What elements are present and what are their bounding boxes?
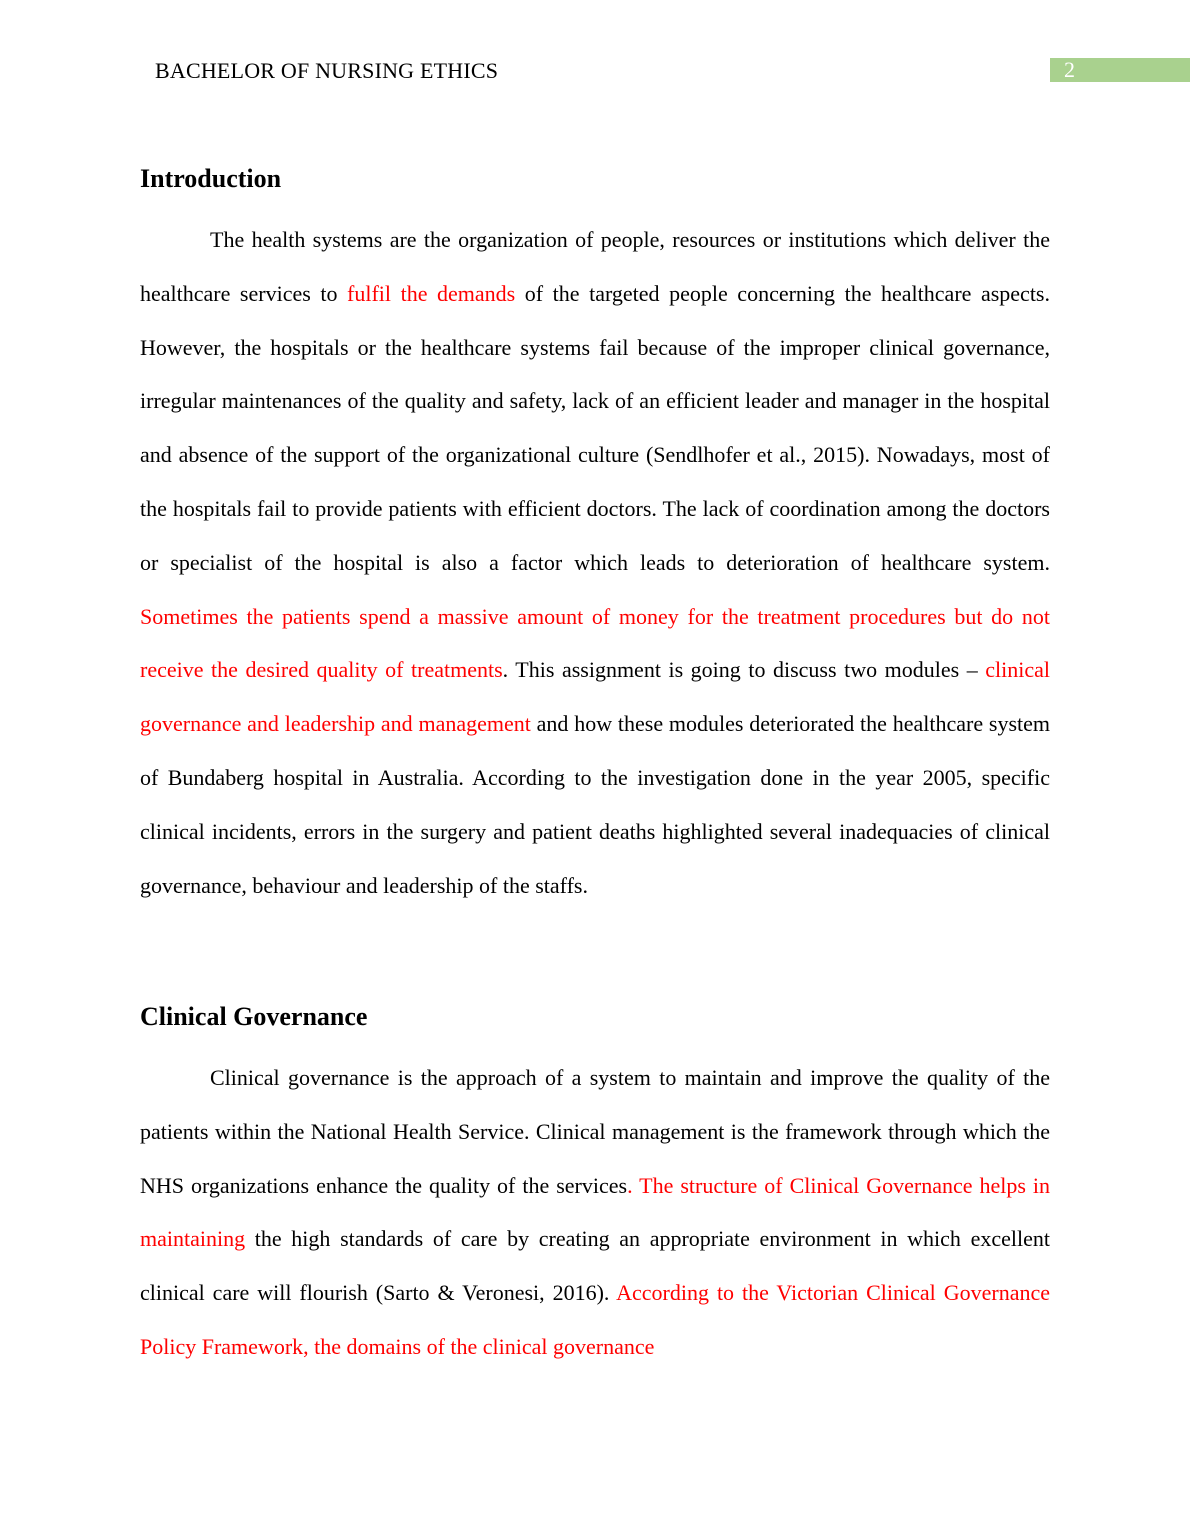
highlighted-text: clinical governance and leadership and management (140, 657, 1050, 737)
text-run: and how these modules deteriorated the healthcare system of Bundaberg hospital in Australia. According to the investigation done in the year 2005, specific clinical incidents, errors in the surgery and patient deaths highlighted several inadequacies of clinical governance, behaviour and leadership of the staffs. (140, 711, 1050, 898)
highlighted-text: . The structure of Clinical Governance helps in maintaining (140, 1172, 1050, 1252)
text-run: the high standards of care by creating an appropriate environment in which excellent clinical care will flourish (Sarto & Veronesi, 2016). (140, 1226, 1050, 1306)
text-run: of the targeted people concerning the healthcare aspects. However, the hospitals or the healthcare systems fail because of the improper clinical governance, irregular maintenances of the quality and safety, lack of an efficient leader and manager in the hospital and absence of the support of the organizational culture (Sendlhofer et al., 2015). Nowadays, most of the hospitals fail to provide patients with efficient doctors. The lack of coordination among the doctors or specialist of the hospital is also a factor which leads to deterioration of healthcare system. (140, 280, 1050, 575)
page-number-box (1050, 58, 1190, 82)
highlighted-text: fulfil the demands (347, 280, 516, 306)
highlighted-text: Sometimes the patients spend a massive amount of money for the treatment procedures but do not receive the desired quality of treatments (140, 603, 1050, 683)
page-number: 2 (1064, 57, 1075, 82)
highlighted-text: According to the Victorian Clinical Governance Policy Framework, the domains of the clinical governance (140, 1280, 1050, 1359)
introduction-paragraph (140, 213, 1050, 912)
text-run: The health systems are the organization of people, resources or institutions which deliver the healthcare services to (140, 227, 1050, 306)
text-run: . This assignment is going to discuss two modules – (502, 657, 986, 683)
clinical-governance-paragraph (140, 1051, 1050, 1374)
text-run: Clinical governance is the approach of a system to maintain and improve the quality of the patients within the National Health Service. Clinical management is the framework through which the NHS organizations enhance the quality of the services (140, 1065, 1050, 1198)
running-header-title: BACHELOR OF NURSING ETHICS (155, 58, 499, 83)
section-heading-introduction: Introduction (140, 164, 282, 193)
section-heading-clinical-governance: Clinical Governance (140, 1002, 368, 1031)
